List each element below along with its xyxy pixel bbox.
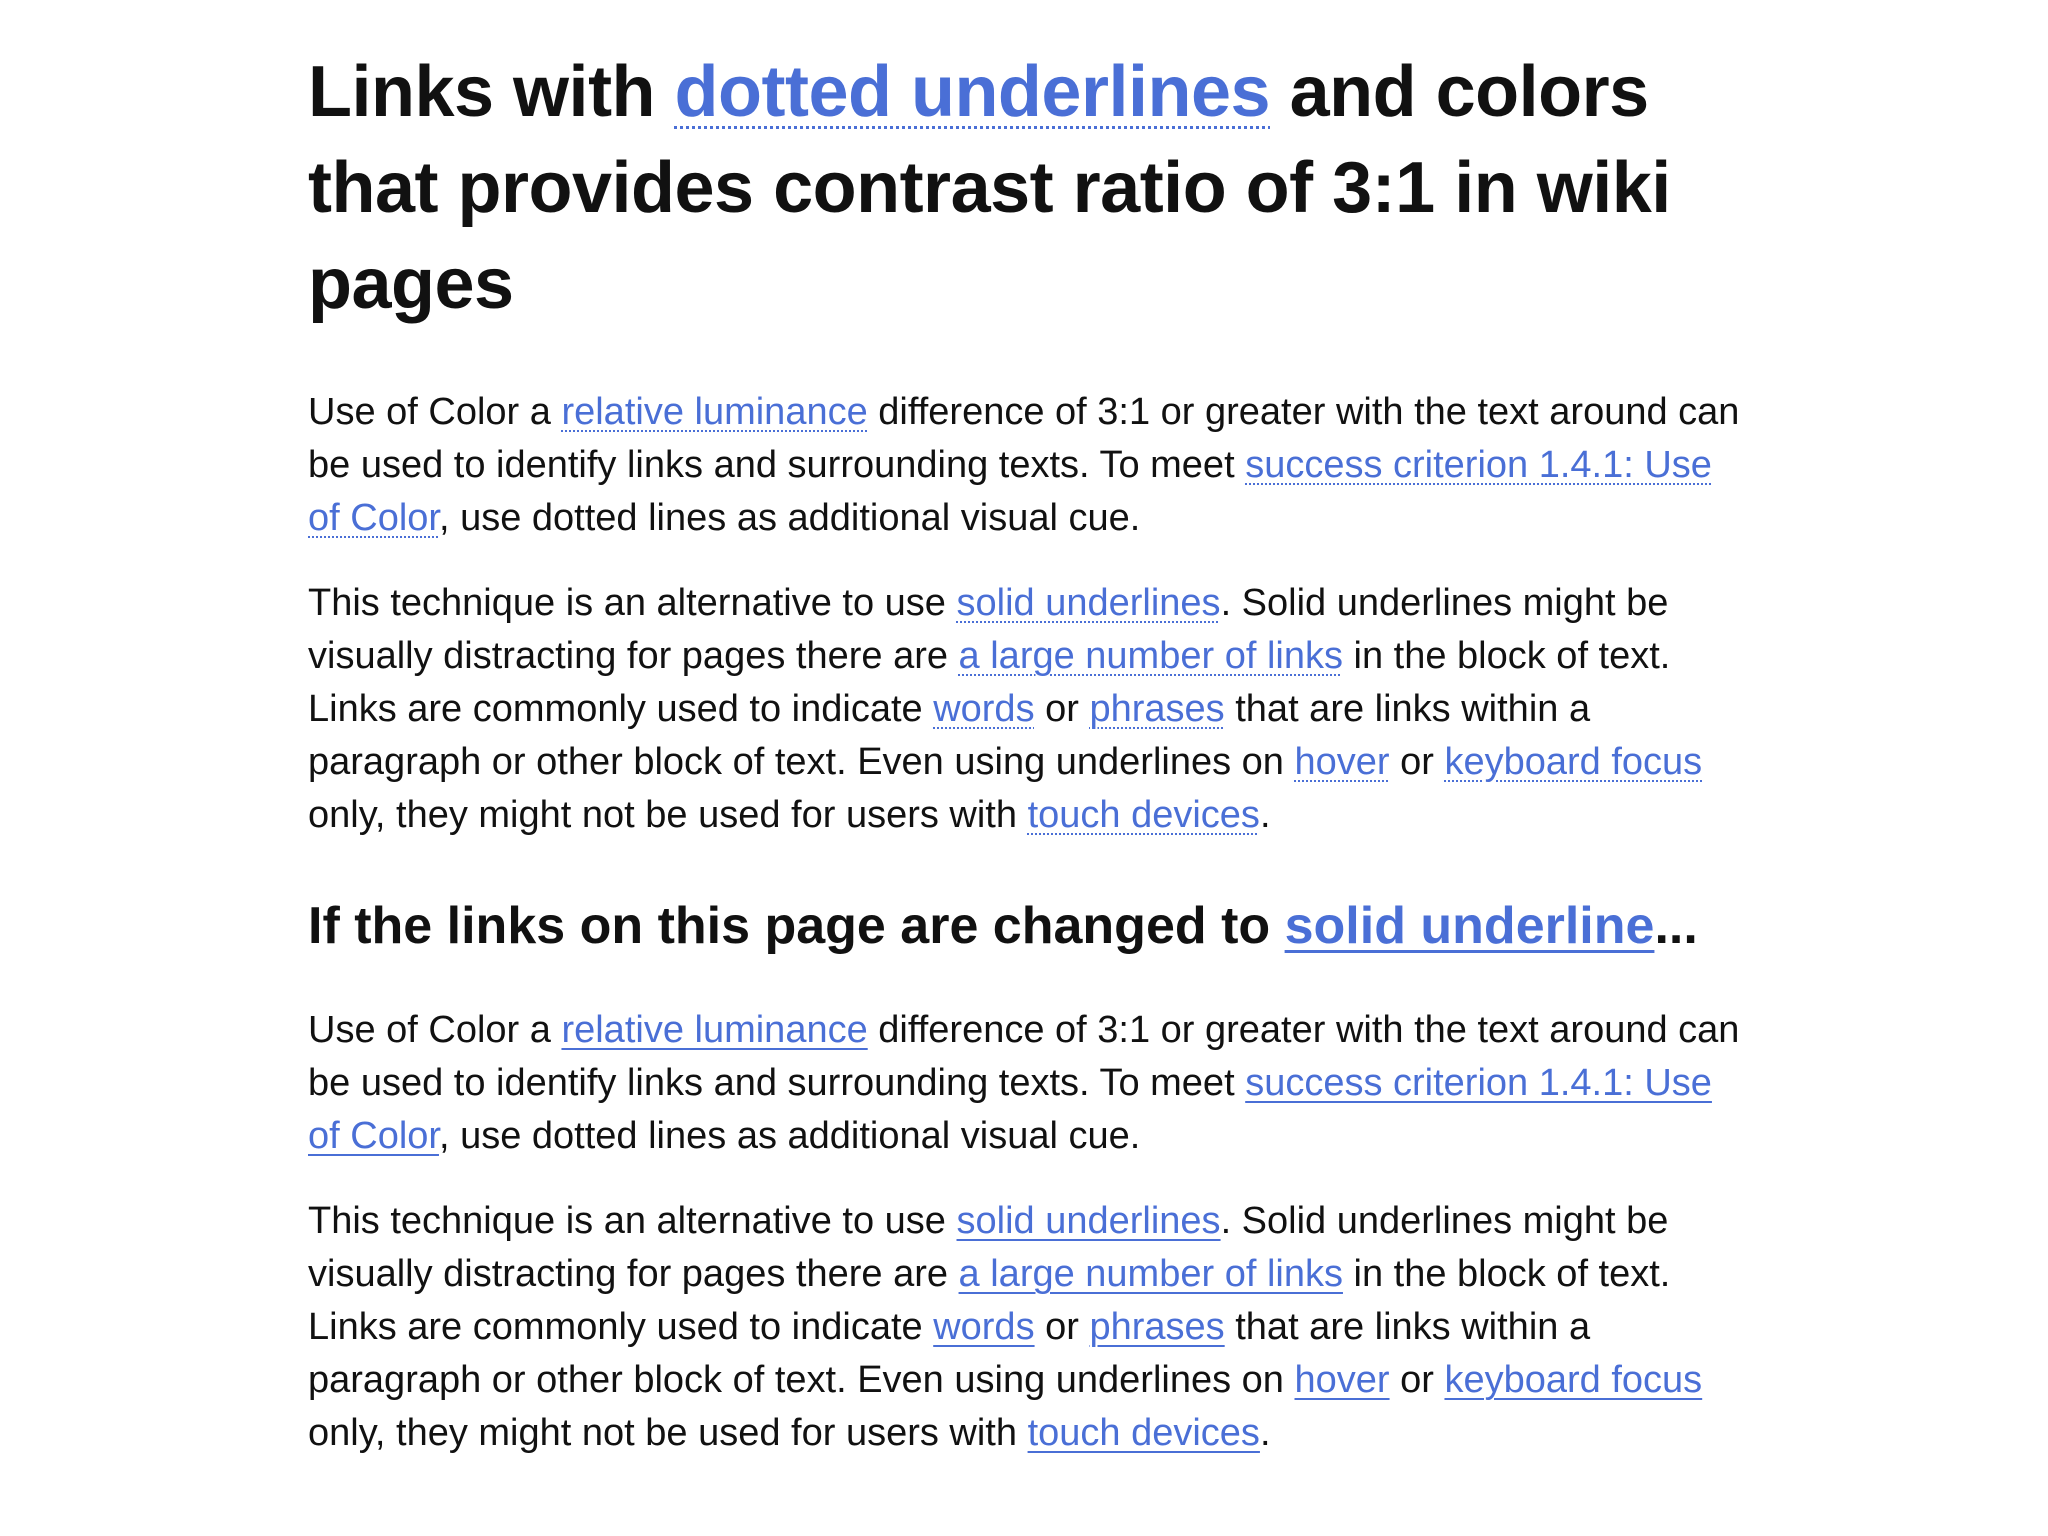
link-touch-devices[interactable]: touch devices <box>1027 794 1260 836</box>
link-dotted-underlines[interactable]: dotted underlines <box>674 52 1271 132</box>
link-touch-devices[interactable]: touch devices <box>1027 1412 1260 1454</box>
page-title: Links with dotted underlines and colors that provides contrast ratio of 3:1 in wiki pages <box>308 52 1671 324</box>
link-hover[interactable]: hover <box>1294 1359 1390 1401</box>
link-words[interactable]: words <box>933 688 1035 730</box>
paragraph-technique-dotted: This technique is an alternative to use solid underlines. Solid underlines might be visually distracting for pages there are a large number of links in the block of text. Links are commonly used to indicate words or phrases that are links within a paragraph or other block of text. Even using underlines on hover or keyboard focus only, they might not be used for users with touch devices. <box>308 582 1703 836</box>
link-solid-underlines[interactable]: solid underlines <box>956 582 1221 624</box>
paragraph-technique-solid: This technique is an alternative to use solid underlines. Solid underlines might be visually distracting for pages there are a large number of links in the block of text. Links are commonly used to indicate words or phrases that are links within a paragraph or other block of text. Even using underlines on hover or keyboard focus only, they might not be used for users with touch devices. <box>308 1200 1703 1454</box>
link-words[interactable]: words <box>933 1306 1035 1348</box>
paragraph-use-of-color-dotted: Use of Color a relative luminance difference of 3:1 or greater with the text around can be used to identify links and surrounding texts. To meet success criterion 1.4.1: Use of Color, use dotted lines as additional visual cue. <box>308 391 1740 539</box>
link-phrases[interactable]: phrases <box>1089 688 1225 730</box>
link-phrases[interactable]: phrases <box>1089 1306 1225 1348</box>
link-solid-underline[interactable]: solid underline <box>1284 897 1655 955</box>
link-relative-luminance[interactable]: relative luminance <box>561 391 868 433</box>
article <box>308 44 1748 1460</box>
link-success-criterion[interactable]: success criterion 1.4.1: Use of Color <box>308 444 1712 539</box>
link-solid-underlines[interactable]: solid underlines <box>956 1200 1221 1242</box>
section-heading: If the links on this page are changed to solid underline... <box>308 897 1698 955</box>
link-large-number-of-links[interactable]: a large number of links <box>958 635 1343 677</box>
link-keyboard-focus[interactable]: keyboard focus <box>1444 1359 1703 1401</box>
paragraph-use-of-color-solid: Use of Color a relative luminance difference of 3:1 or greater with the text around can be used to identify links and surrounding texts. To meet success criterion 1.4.1: Use of Color, use dotted lines as additional visual cue. <box>308 1009 1740 1157</box>
link-relative-luminance[interactable]: relative luminance <box>561 1009 868 1051</box>
link-large-number-of-links[interactable]: a large number of links <box>958 1253 1343 1295</box>
link-keyboard-focus[interactable]: keyboard focus <box>1444 741 1703 783</box>
link-success-criterion[interactable]: success criterion 1.4.1: Use of Color <box>308 1062 1712 1157</box>
link-hover[interactable]: hover <box>1294 741 1390 783</box>
